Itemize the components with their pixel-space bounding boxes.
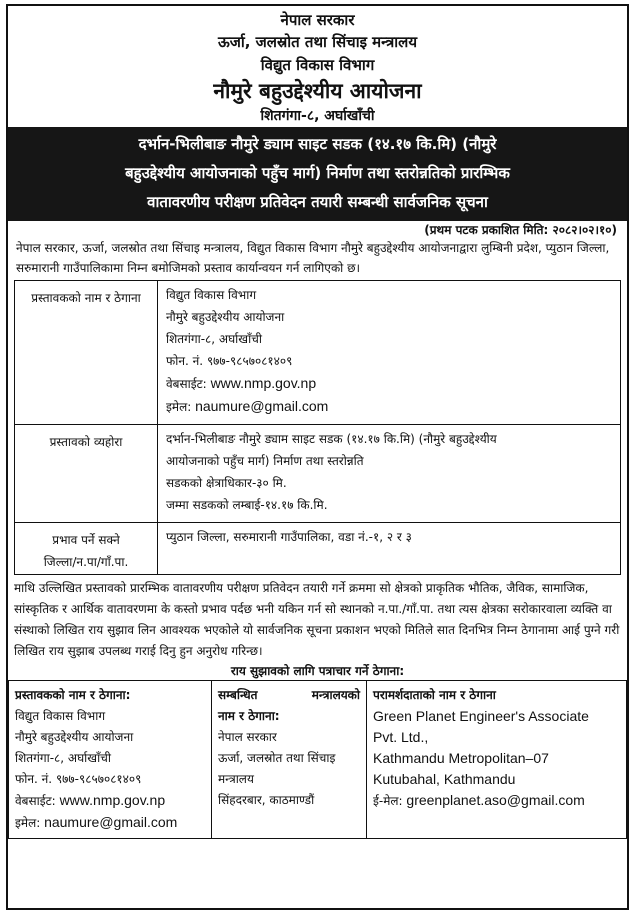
ministry-name: ऊर्जा, जलस्रोत तथा सिंचाइ मन्त्रालय bbox=[217, 33, 418, 51]
table-row bbox=[15, 281, 621, 425]
contact-ministry-title-2: नाम र ठेगाना: bbox=[218, 709, 280, 723]
contact-ministry bbox=[212, 681, 367, 839]
contact-proponent-title: प्रस्तावकको नाम र ठेगाना: bbox=[15, 688, 131, 702]
contact-line: Kutubahal, Kathmandu bbox=[373, 771, 516, 787]
proponent-line: विद्युत विकास विभाग bbox=[166, 288, 257, 302]
affected-area-label bbox=[15, 523, 158, 575]
contact-line: Kathmandu Metropolitan–07 bbox=[373, 750, 549, 766]
notice-header bbox=[8, 10, 627, 126]
contacts-table bbox=[8, 680, 627, 839]
notice-title-banner bbox=[8, 127, 627, 221]
project-name: नौमुरे बहुउद्देश्यीय आयोजना bbox=[213, 79, 422, 103]
proponent-line: शितगंगा-८, अर्घाखाँची bbox=[166, 332, 262, 346]
website-link[interactable]: www.nmp.gov.np bbox=[210, 375, 317, 391]
contact-line: फोन. नं. ९७७-९८५७०८१४०९ bbox=[15, 772, 142, 786]
banner-line-2: बहुउद्देश्यीय आयोजनाको पहुँच मार्ग) निर्माण तथा स्तरोन्नतिको प्रारम्भिक bbox=[125, 164, 510, 182]
website-label: वेबसाईट: bbox=[166, 377, 207, 391]
proponent-line: नौमुरे बहुउद्देश्यीय आयोजना bbox=[166, 310, 285, 324]
email-link[interactable]: naumure@gmail.com bbox=[44, 814, 178, 830]
public-notice bbox=[6, 4, 629, 910]
contact-line: शितगंगा-८, अर्घाखाँची bbox=[15, 751, 111, 765]
description-line: आयोजनाको पहुँच मार्ग) निर्माण तथा स्तरोन्नति bbox=[166, 454, 364, 468]
contact-website bbox=[15, 790, 205, 812]
description-line: दर्भान-भिलीबाङ नौमुरे ड्याम साइट सडक (१४.१७ कि.मि) (नौमुरे बहुउद्देश्यीय bbox=[166, 432, 497, 446]
table-row bbox=[15, 425, 621, 523]
contact-line: Pvt. Ltd., bbox=[373, 729, 429, 745]
government-name: नेपाल सरकार bbox=[280, 11, 355, 29]
proponent-email bbox=[166, 395, 610, 418]
description-label: प्रस्तावको व्यहोरा bbox=[15, 425, 158, 523]
affected-label-line: जिल्ला/न.पा/गाँ.पा. bbox=[43, 555, 129, 569]
proponent-value bbox=[158, 281, 621, 425]
contact-line: नेपाल सरकार bbox=[218, 730, 277, 744]
proponent-label: प्रस्तावकको नाम र ठेगाना bbox=[15, 281, 158, 425]
email-label: इमेल: bbox=[15, 816, 41, 830]
publish-date: (प्रथम पटक प्रकाशित मिति: २०८२।०२।१०) bbox=[424, 223, 617, 237]
table-row bbox=[15, 523, 621, 575]
contact-line: ऊर्जा, जलस्रोत तथा सिंचाइ bbox=[218, 751, 336, 765]
contact-line: मन्त्रालय bbox=[218, 772, 254, 786]
proponent-website bbox=[166, 372, 610, 395]
email-label: इमेल: bbox=[166, 400, 192, 414]
email-label: ई-मेल: bbox=[373, 794, 403, 808]
website-link[interactable]: www.nmp.gov.np bbox=[59, 792, 166, 808]
affected-label-line: प्रभाव पर्ने सक्ने bbox=[52, 533, 120, 547]
contact-email bbox=[15, 812, 205, 834]
banner-line-1: दर्भान-भिलीबाङ नौमुरे ड्याम साइट सडक (१४.१७ कि.मि) (नौमुरे bbox=[138, 135, 497, 153]
contact-section-title: राय सुझावको लागि पत्राचार गर्ने ठेगाना: bbox=[230, 664, 405, 678]
description-value bbox=[158, 425, 621, 523]
proponent-line: फोन. नं. ९७७-९८५७०८१४०९ bbox=[166, 354, 293, 368]
description-line: सडकको क्षेत्राधिकार-३० मि. bbox=[166, 476, 287, 490]
proposal-info-table bbox=[14, 280, 621, 575]
description-line: जम्मा सडकको लम्बाई-१४.१७ कि.मि. bbox=[166, 498, 328, 512]
email-link[interactable]: greenplanet.aso@gmail.com bbox=[406, 792, 585, 808]
contact-ministry-title: सम्बन्धित मन्त्रालयको bbox=[218, 688, 360, 702]
banner-line-3: वातावरणीय परीक्षण प्रतिवेदन तयारी सम्बन्धी सार्वजनिक सूचना bbox=[147, 193, 488, 211]
affected-area-value: प्युठान जिल्ला, सरुमारानी गाउँपालिका, वडा नं.-१, २ र ३ bbox=[158, 523, 621, 575]
contact-line: Green Planet Engineer's Associate bbox=[373, 708, 589, 724]
contact-email bbox=[373, 790, 620, 812]
intro-paragraph: नेपाल सरकार, ऊर्जा, जलस्रोत तथा सिंचाइ मन्त्रालय, विद्युत विकास विभाग नौमुरे बहुउद्देश्यीय आयोजनाद्वारा लुम्बिनी प्रदेश, प्युठान जिल्ला, सरुमारानी गाउँपालिकामा निम्न बमोजिमको प्रस्ताव कार्यान्वयन गर्न लागिएको छ। bbox=[16, 241, 610, 275]
contact-line: नौमुरे बहुउद्देश्यीय आयोजना bbox=[15, 730, 134, 744]
contact-consultant bbox=[367, 681, 627, 839]
contact-consultant-title: परामर्शदाताको नाम र ठेगाना bbox=[373, 688, 496, 702]
request-paragraph: माथि उल्लिखित प्रस्तावको प्रारम्भिक वातावरणीय परीक्षण प्रतिवेदन तयारी गर्ने क्रममा सो क्षेत्रको प्राकृतिक भौतिक, जैविक, सामाजिक, सांस्कृतिक र आर्थिक वातावरणमा के कस्तो प्रभाव पर्दछ भनी यकिन गर्न सो स्थानको न.पा./गाँ.पा. तथा त्यस क्षेत्रका सरोकारवाला व्यक्ति वा संस्थाको लिखित राय सुझाव लिन आवश्यक भएकोले यो सार्वजनिक सूचना प्रकाशन भएको मितिले सात दिनभित्र निम्न ठेगानामा आई पुग्ने गरी लिखित राय सुझाब उपलब्ध गराई दिनु हुन अनुरोध गरिन्छ। bbox=[14, 581, 620, 658]
email-link[interactable]: naumure@gmail.com bbox=[195, 398, 329, 414]
table-row bbox=[9, 681, 627, 839]
contact-line: सिंहदरबार, काठमाण्डौं bbox=[218, 793, 315, 807]
contact-line: विद्युत विकास विभाग bbox=[15, 709, 106, 723]
department-name: विद्युत विकास विभाग bbox=[260, 56, 375, 74]
project-address: शितगंगा-८, अर्घाखाँची bbox=[260, 108, 375, 124]
contact-proponent bbox=[9, 681, 212, 839]
website-label: वेबसाईट: bbox=[15, 794, 56, 808]
